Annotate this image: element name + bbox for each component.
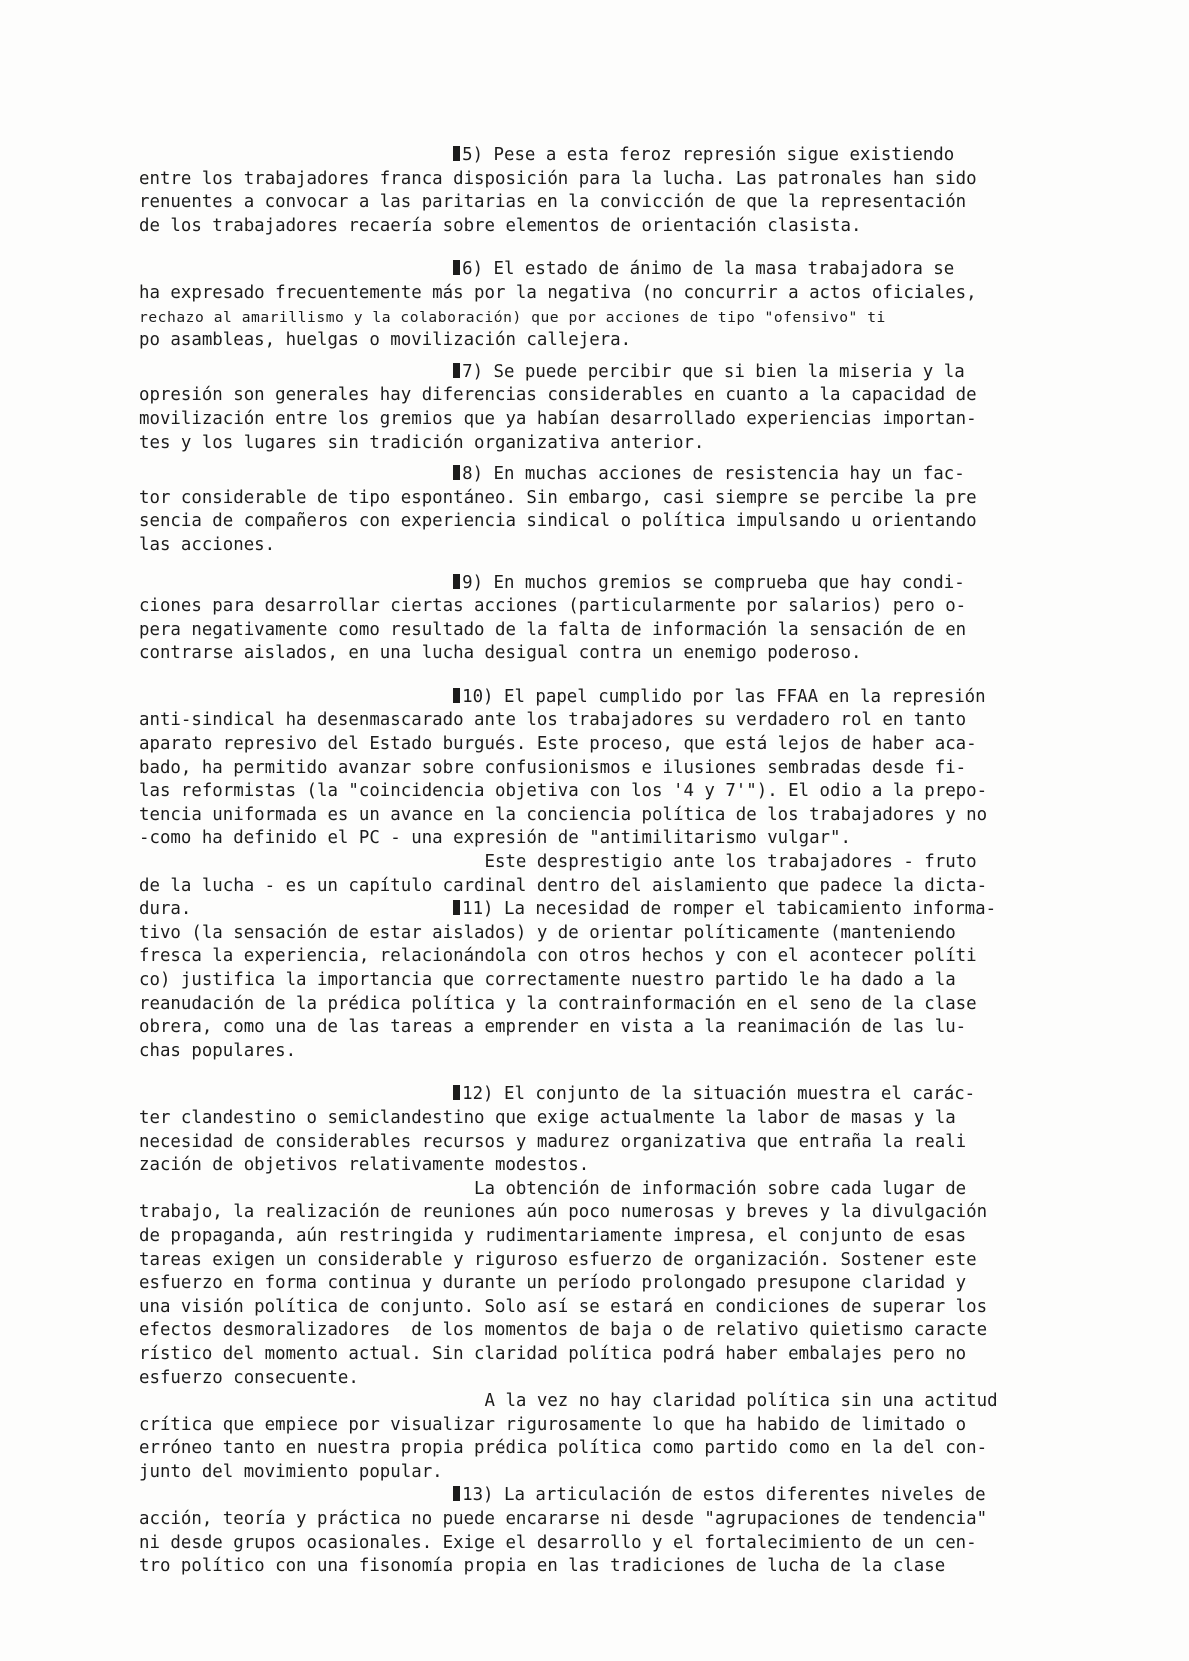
paragraph-marker-icon bbox=[453, 146, 460, 161]
text-line: tro político con una fisonomía propia en las tradiciones de lucha de la clase bbox=[139, 1556, 946, 1577]
text-line: efectos desmoralizadores de los momentos de baja o de relativo quietismo caracte bbox=[139, 1320, 988, 1341]
text-segment bbox=[139, 464, 453, 484]
paragraph-marker-icon bbox=[453, 900, 460, 915]
paragraph-marker-icon bbox=[453, 363, 460, 378]
paragraph-marker-icon bbox=[453, 688, 460, 703]
text-line: fresca la experiencia, relacionándola con otros hechos y con el acontecer políti bbox=[139, 946, 977, 967]
paragraph-gap bbox=[139, 455, 1099, 463]
text-line: opresión son generales hay diferencias considerables en cuanto a la capacidad de bbox=[139, 385, 977, 406]
text-line: tivo (la sensación de estar aislados) y de orientar políticamente (manteniendo bbox=[139, 922, 956, 943]
paragraph-gap bbox=[139, 666, 1099, 686]
text-segment: 8) En muchas acciones de resistencia hay un fac- bbox=[462, 464, 965, 485]
text-segment: 7) Se puede percibir que si bien la miseria y la bbox=[462, 361, 965, 382]
text-line: de propaganda, aún restringida y rudimentariamente impresa, el conjunto de esas bbox=[139, 1225, 967, 1246]
text-line: po asambleas, huelgas o movilización callejera. bbox=[139, 330, 632, 351]
paragraph-gap bbox=[139, 353, 1099, 361]
text-line: tes y los lugares sin tradición organizativa anterior. bbox=[139, 432, 705, 453]
text-line: esfuerzo en forma continua y durante un período prolongado presupone claridad y bbox=[139, 1273, 967, 1294]
paragraph-marker-icon bbox=[453, 1486, 460, 1501]
text-line: renuentes a convocar a las paritarias en la convicción de que la representación bbox=[139, 192, 967, 213]
text-segment bbox=[139, 145, 453, 165]
text-line bbox=[139, 144, 1099, 168]
text-line: junto del movimiento popular. bbox=[139, 1461, 443, 1482]
text-line: tencia uniformada es un avance en la conciencia política de los trabajadores y no bbox=[139, 804, 988, 825]
text-line: sencia de compañeros con experiencia sindical o política impulsando u orientando bbox=[139, 511, 977, 532]
text-line bbox=[139, 361, 1099, 385]
text-line: ha expresado frecuentemente más por la negativa (no concurrir a actos oficiales, bbox=[139, 282, 977, 303]
text-line: ciones para desarrollar ciertas acciones (particularmente por salarios) pero o- bbox=[139, 596, 967, 617]
text-line: entre los trabajadores franca disposición para la lucha. Las patronales han sido bbox=[139, 168, 977, 189]
text-segment bbox=[139, 259, 453, 279]
text-line: movilización entre los gremios que ya habían desarrollado experiencias importan- bbox=[139, 408, 977, 429]
text-line: tor considerable de tipo espontáneo. Sin embargo, casi siempre se percibe la pre bbox=[139, 487, 977, 508]
text-line: La obtención de información sobre cada lugar de bbox=[139, 1178, 967, 1199]
text-segment: 9) En muchos gremios se comprueba que hay condi- bbox=[462, 572, 965, 593]
text-segment bbox=[139, 687, 453, 707]
text-segment: 5) Pese a esta feroz represión sigue existiendo bbox=[462, 145, 955, 165]
text-line: pera negativamente como resultado de la falta de información la sensación de en bbox=[139, 619, 967, 640]
text-line: reanudación de la prédica política y la contrainformación en el seno de la clase bbox=[139, 993, 977, 1014]
text-segment bbox=[139, 1485, 453, 1505]
text-line: erróneo tanto en nuestra propia prédica política como partido como en la del con- bbox=[139, 1438, 988, 1459]
text-line bbox=[139, 258, 1099, 282]
text-segment: dura. bbox=[139, 899, 454, 920]
text-segment bbox=[139, 1084, 453, 1104]
typed-text-body bbox=[139, 144, 1099, 1579]
text-line: Este desprestigio ante los trabajadores - fruto bbox=[139, 852, 977, 873]
text-line: tareas exigen un considerable y riguroso esfuerzo de organización. Sostener este bbox=[139, 1249, 977, 1270]
text-line: zación de objetivos relativamente modestos. bbox=[139, 1155, 590, 1176]
text-line bbox=[139, 898, 1099, 922]
text-line: ni desde grupos ocasionales. Exige el desarrollo y el fortalecimiento de un cen- bbox=[139, 1532, 977, 1553]
text-line: las acciones. bbox=[139, 534, 276, 555]
text-segment: 12) El conjunto de la situación muestra el carác- bbox=[462, 1084, 976, 1105]
text-segment bbox=[139, 573, 453, 593]
text-line: una visión política de conjunto. Solo así se estará en condiciones de superar los bbox=[139, 1296, 988, 1317]
paragraph-marker-icon bbox=[453, 260, 460, 275]
text-line: rechazo al amarillismo y la colaboración) que por acciones de tipo "ofensivo" ti bbox=[139, 308, 886, 326]
text-segment: 10) El papel cumplido por las FFAA en la represión bbox=[462, 686, 986, 707]
text-segment: 13) La articulación de estos diferentes niveles de bbox=[462, 1485, 986, 1506]
paragraph-marker-icon bbox=[453, 1085, 460, 1100]
text-line: bado, ha permitido avanzar sobre confusionismos e ilusiones sembradas desde fi- bbox=[139, 757, 967, 778]
text-segment: 11) La necesidad de romper el tabicamiento informa- bbox=[462, 899, 997, 920]
text-line: A la vez no hay claridad política sin una actitud bbox=[139, 1391, 998, 1412]
text-segment: 6) El estado de ánimo de la masa trabajadora se bbox=[462, 259, 955, 280]
paragraph-gap bbox=[139, 558, 1099, 572]
text-line: esfuerzo consecuente. bbox=[139, 1367, 359, 1388]
paragraph-marker-icon bbox=[453, 574, 460, 589]
text-line bbox=[139, 686, 1099, 710]
text-line bbox=[139, 572, 1099, 596]
text-line: necesidad de considerables recursos y madurez organizativa que entraña la reali bbox=[139, 1131, 967, 1152]
text-line: rístico del momento actual. Sin claridad política podrá haber embalajes pero no bbox=[139, 1343, 967, 1364]
text-line: las reformistas (la "coincidencia objetiva con los '4 y 7'"). El odio a la prepo- bbox=[139, 781, 988, 802]
text-line bbox=[139, 1083, 1099, 1107]
text-line: -como ha definido el PC - una expresión de "antimilitarismo vulgar". bbox=[139, 828, 851, 849]
text-line: co) justifica la importancia que correctamente nuestro partido le ha dado a la bbox=[139, 970, 956, 990]
text-line: crítica que empiece por visualizar rigurosamente lo que ha habido de limitado o bbox=[139, 1414, 967, 1435]
text-line: de la lucha - es un capítulo cardinal dentro del aislamiento que padece la dicta- bbox=[139, 875, 988, 896]
text-line: chas populares. bbox=[139, 1040, 297, 1061]
paragraph-gap bbox=[139, 1063, 1099, 1083]
text-line: ter clandestino o semiclandestino que exige actualmente la labor de masas y la bbox=[139, 1107, 956, 1128]
paragraph-gap bbox=[139, 238, 1099, 258]
text-line bbox=[139, 1484, 1099, 1508]
text-line: acción, teoría y práctica no puede encararse ni desde "agrupaciones de tendencia" bbox=[139, 1509, 988, 1530]
text-line: contrarse aislados, en una lucha desigual contra un enemigo poderoso. bbox=[139, 643, 862, 664]
text-line: de los trabajadores recaería sobre elementos de orientación clasista. bbox=[139, 215, 862, 236]
text-line bbox=[139, 463, 1099, 487]
text-line: trabajo, la realización de reuniones aún poco numerosas y breves y la divulgación bbox=[139, 1202, 988, 1223]
text-line: anti-sindical ha desenmascarado ante los trabajadores su verdadero rol en tanto bbox=[139, 710, 967, 731]
text-line: obrera, como una de las tareas a emprender en vista a la reanimación de las lu- bbox=[139, 1017, 967, 1038]
paragraph-marker-icon bbox=[453, 465, 460, 480]
text-segment bbox=[139, 362, 453, 382]
text-line: aparato represivo del Estado burgués. Este proceso, que está lejos de haber aca- bbox=[139, 734, 977, 755]
